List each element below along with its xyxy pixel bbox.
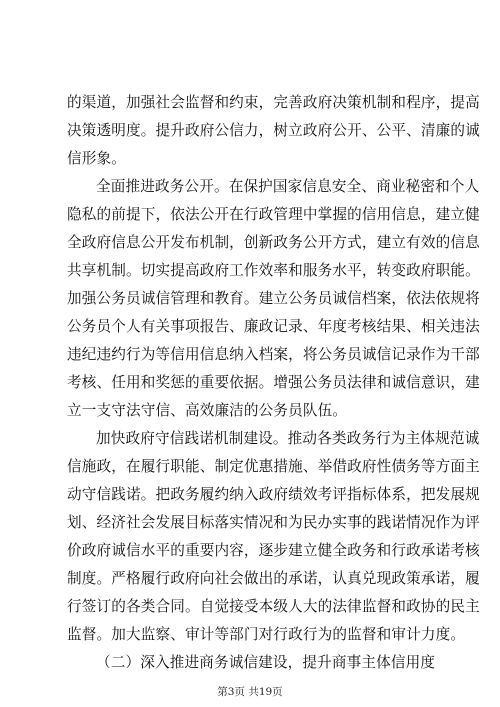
body-text-line: 划、经济社会发展目标落实情况和为民办实事的践诺情况作为评	[67, 514, 480, 531]
body-text-line: 考核、任用和奖惩的重要依据。增强公务员法律和诚信意识，建	[67, 374, 480, 391]
section-heading: （二）深入推进商务诚信建设，提升商事主体信用度	[96, 654, 436, 671]
body-text-line: 监督。加大监察、审计等部门对行政行为的监督和审计力度。	[67, 626, 466, 643]
page-number-footer: 第3页 共19页	[217, 686, 283, 698]
body-text-line: 的渠道，加强社会监督和约束，完善政府决策机制和程序，提高	[67, 94, 480, 111]
body-text-line: 隐私的前提下，依法公开在行政管理中掌握的信用信息，建立健	[67, 206, 480, 223]
body-text-line: 违纪违约行为等信用信息纳入档案，将公务员诚信记录作为干部	[67, 346, 480, 363]
body-text-line: 动守信践诺。把政务履约纳入政府绩效考评指标体系，把发展规	[67, 486, 480, 503]
body-text-line: 信形象。	[67, 150, 126, 167]
body-text-line: 制度。严格履行政府向社会做出的承诺，认真兑现政策承诺，履	[67, 570, 480, 587]
body-text-line: 加强公务员诚信管理和教育。建立公务员诚信档案，依法依规将	[67, 290, 480, 307]
paragraph-start-line: 加快政府守信践诺机制建设。推动各类政务行为主体规范诚	[96, 430, 480, 447]
body-text-line: 共享机制。切实提高政府工作效率和服务水平，转变政府职能。	[67, 262, 480, 279]
body-text-line: 立一支守法守信、高效廉洁的公务员队伍。	[67, 402, 348, 419]
body-text-line: 信施政，在履行职能、制定优惠措施、举借政府性债务等方面主	[67, 458, 480, 475]
body-text-line: 全政府信息公开发布机制，创新政务公开方式，建立有效的信息	[67, 234, 480, 251]
body-text-line: 行签订的各类合同。自觉接受本级人大的法律监督和政协的民主	[67, 598, 480, 615]
paragraph-start-line: 全面推进政务公开。在保护国家信息安全、商业秘密和个人	[96, 178, 480, 195]
body-text-line: 价政府诚信水平的重要内容，逐步建立健全政务和行政承诺考核	[67, 542, 480, 559]
body-text-line: 公务员个人有关事项报告、廉政记录、年度考核结果、相关违法	[67, 318, 480, 335]
body-text-line: 决策透明度。提升政府公信力，树立政府公开、公平、清廉的诚	[67, 122, 480, 139]
